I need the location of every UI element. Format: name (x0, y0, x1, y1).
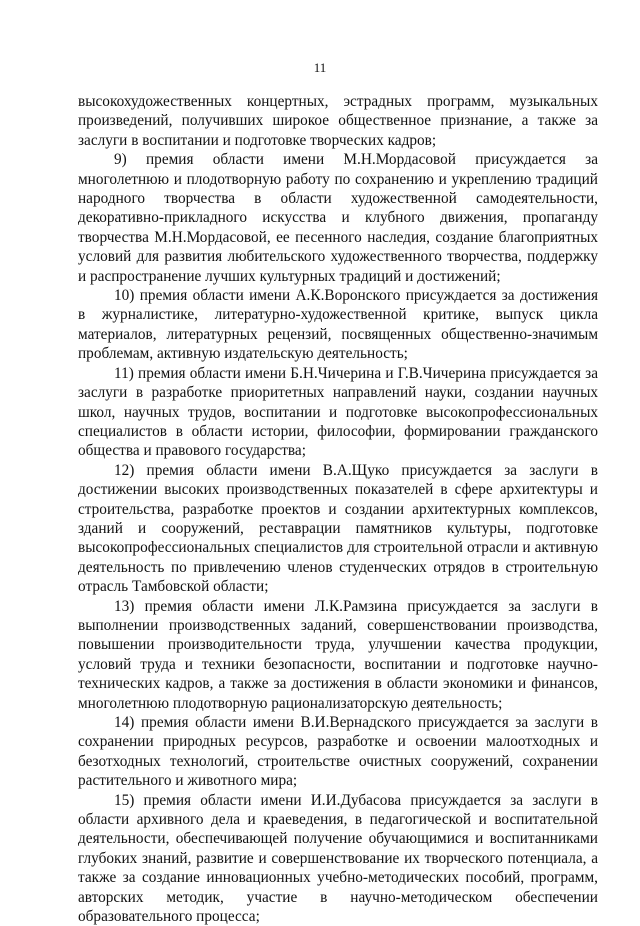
paragraph-item-11: 11) премия области имени Б.Н.Чичерина и Г.В.Чичерина присуждается за заслуги в разработке приоритетных направлений науки, создании научных школ, научных трудов, воспитании и подготовке высокопрофессиональных специалистов в области истории, философии, формировании гражданского общества и правового государства; (78, 364, 598, 460)
paragraph-item-12: 12) премия области имени В.А.Щуко присуждается за заслуги в достижении высоких производственных показателей в сфере архитектуры и строительства, разработке проектов и создании архитектурных комплексов, зданий и сооружений, реставрации памятников культуры, подготовке высокопрофессиональных специалистов для строительной отрасли и активную деятельность по привлечению членов студенческих отрядов в строительную отрасль Тамбовской области; (78, 461, 598, 596)
paragraph-continuation: высокохудожественных концертных, эстрадных программ, музыкальных произведений, получивших широкое общественное признание, а также за заслуги в воспитании и подготовке творческих кадров; (78, 93, 598, 149)
paragraph-item-10: 10) премия области имени А.К.Воронского присуждается за достижения в журналистике, литературно-художественной критике, выпуск цикла материалов, литературных рецензий, посвященных общественно-значимым проблемам, активную издательскую деятельность; (78, 287, 598, 363)
document-body (78, 92, 598, 926)
paragraph-item-15: 15) премия области имени И.И.Дубасова присуждается за заслуги в области архивного дела и краеведения, в педагогической и воспитательной деятельности, обеспечивающей получение обучающимися и воспитанниками глубоких знаний, развитие и совершенствование их творческого потенциала, а также за создание инновационных учебно-методических пособий, программ, авторских методик, участие в научно-методическом обеспечении образовательного процесса; (78, 791, 598, 926)
page-number: 11 (313, 60, 327, 75)
paragraph-item-9: 9) премия области имени М.Н.Мордасовой присуждается за многолетнюю и плодотворную работу по сохранению и укреплению традиций народного творчества в области художественной самодеятельности, декоративно-прикладного искусства и клубного движения, пропаганду творчества М.Н.Мордасовой, ее песенного наследия, создание благоприятных условий для развития любительского художественного творчества, поддержку и распространение лучших культурных традиций и достижений; (78, 151, 598, 285)
paragraph-item-14: 14) премия области имени В.И.Вернадского присуждается за заслуги в сохранении природных ресурсов, разработке и освоении малоотходных и безотходных технологий, строительстве очистных сооружений, сохранении растительного и животного мира; (78, 714, 598, 790)
paragraph-item-13: 13) премия области имени Л.К.Рамзина присуждается за заслуги в выполнении производственных заданий, совершенствовании производства, повышении производительности труда, улучшении качества продукции, условий труда и техники безопасности, воспитании и подготовке научно-технических кадров, а также за достижения в области экономики и финансов, многолетнюю плодотворную рационализаторскую деятельность; (78, 597, 598, 712)
